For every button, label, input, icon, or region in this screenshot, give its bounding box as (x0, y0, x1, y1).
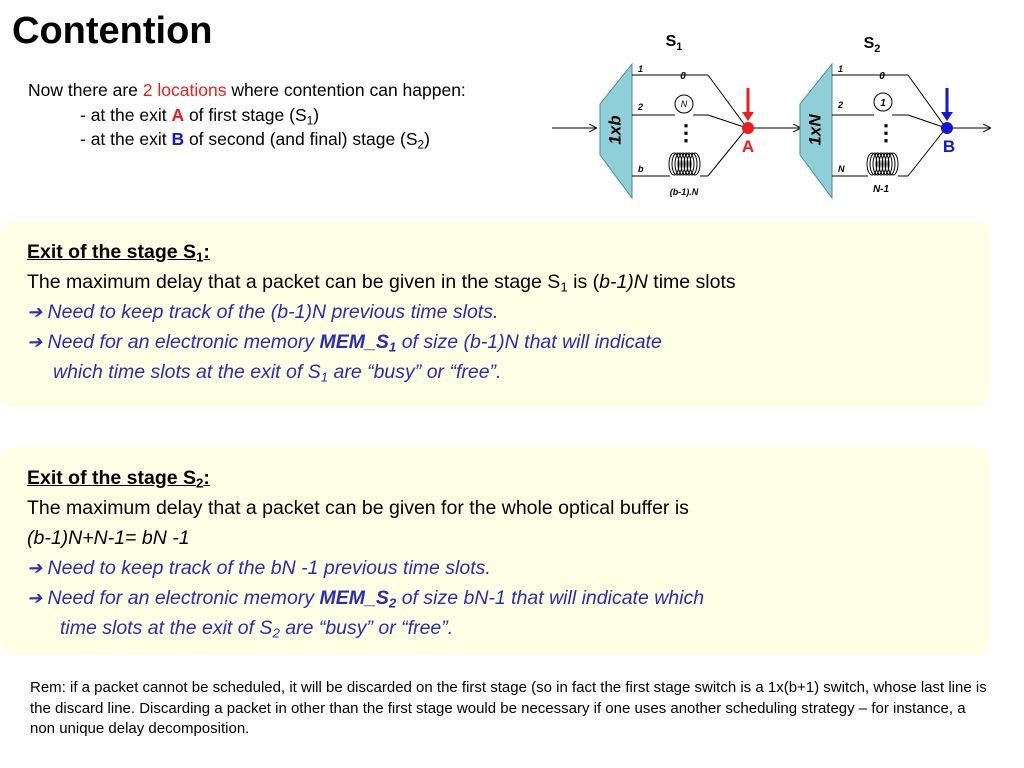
stage-2-line-label-n: N (838, 164, 845, 174)
mem-s2-sub: 2 (388, 595, 397, 611)
exit-b-end: ) (424, 129, 430, 149)
stage-1-merge-mid (708, 115, 747, 128)
stage-1-delay-0-label: 0 (680, 71, 686, 82)
stage-2-merge-top (908, 75, 946, 128)
stage-1-coil-b (669, 153, 700, 175)
exit-a-sub: 1 (306, 112, 314, 127)
intro-text (28, 78, 466, 152)
intro-line-3 (28, 127, 466, 152)
arrow-icon: ➔ (27, 332, 43, 352)
box1-line3-post: of size (b-1)N that will indicate (396, 331, 662, 353)
box2-line4-post: of size bN-1 that will indicate which (396, 587, 705, 609)
exit-b-mid: of second (and final) stage (S (184, 129, 418, 149)
box2-line-3 (27, 553, 704, 583)
box1-heading-sub: 1 (196, 249, 204, 265)
box2-line4-pre: Need for an electronic memory (42, 587, 320, 609)
exit-a-label: A (741, 137, 755, 156)
stage-2-coil-n (867, 153, 898, 175)
stage-1-switch-label: 1xb (605, 115, 625, 145)
box1-line-2 (27, 297, 736, 327)
exit-b-label: B (942, 137, 956, 156)
box1-line1-pre: The maximum delay that a packet can be given in the stage S (27, 271, 561, 293)
box1-heading-colon: : (203, 241, 210, 263)
exit-b-sub: 2 (417, 137, 425, 152)
box2-heading-sub: 2 (196, 475, 204, 491)
box2-line5-pre: time slots at the exit of S (60, 617, 273, 639)
exit-b-point (941, 122, 953, 134)
box1-line1-mid: is ( (567, 271, 600, 293)
box2-line5-post: are “busy” or “free”. (279, 617, 454, 639)
box2-line3-text: Need to keep track of the bN -1 previous time slots. (42, 557, 491, 579)
stage-1-delay-b-label: (b-1).N (669, 187, 699, 197)
box2-line5-sub: 2 (272, 625, 280, 641)
box2-line-1: The maximum delay that a packet can be given for the whole optical buffer is (27, 497, 689, 519)
stage-1-merge-top (708, 75, 747, 128)
stage-1-coil-n-label: N (680, 99, 688, 109)
stage-1-line-label-b: b (638, 164, 644, 174)
exit-a-arrowhead (742, 112, 754, 121)
box1-line1-post: time slots (647, 271, 736, 293)
box1-line1-sub: 1 (560, 279, 568, 295)
remark-text: Rem: if a packet cannot be scheduled, it will be discarded on the first stage (so in fact the first stage switch is a 1x(b+1) switch, whose last line is the discard line. Discarding a packet in other than the first stage would be necessary if one uses another scheduling strategy – for instance, a non unique delay decomposition. (30, 679, 987, 737)
stage-2-dots: ⋮ (875, 120, 897, 145)
mem-s1-sub: 1 (388, 339, 397, 355)
stage-2-merge-mid (908, 115, 946, 128)
stage-1-dots: ⋮ (675, 120, 697, 145)
exit-a-point (742, 122, 754, 134)
box1-line4-post: are “busy” or “free”. (328, 361, 502, 383)
exit-a-pre: - at the exit (80, 104, 172, 125)
exit-a-end: ) (313, 104, 320, 125)
stage-1 (552, 33, 754, 198)
box2-heading-text: Exit of the stage S (27, 467, 197, 489)
stage-2 (800, 35, 990, 198)
exit-a-mid: of first stage (S (184, 104, 307, 125)
intro-line-1 (28, 78, 466, 103)
stage-2-coil-1-label: 1 (880, 98, 886, 109)
stage-1-label: $S_1$ (665, 33, 683, 53)
box2-line-5 (27, 613, 704, 643)
box1-line3-pre: Need for an electronic memory (42, 331, 320, 353)
arrow-icon: ➔ (27, 558, 43, 578)
box1-line-1 (27, 267, 736, 297)
box2-heading (27, 463, 704, 493)
mem-s2-label: MEM_S (319, 587, 389, 609)
exit-a-letter: A (171, 104, 185, 125)
stage-1-line-label-1: 1 (638, 64, 644, 74)
stage-2-delay-n-label: N-1 (872, 184, 890, 195)
stage-2-merge-bottom (908, 128, 946, 176)
box1-heading-text: Exit of the stage S (27, 241, 197, 263)
stage-1-exit-box (0, 221, 990, 407)
slide-title: Contention (12, 10, 213, 52)
box1-line4-sub: 1 (320, 369, 329, 385)
stage-2-exit-box (0, 447, 990, 655)
box2-line-2: (b-1)N+N-1= bN -1 (27, 527, 190, 549)
stage-2-delay-0-label: 0 (879, 71, 885, 82)
exit-b-arrowhead (941, 112, 953, 121)
box1-line4-pre: which time slots at the exit of S (53, 361, 321, 383)
stage-2-line-label-1: 1 (838, 64, 844, 74)
stage-2-line-label-2: 2 (838, 100, 844, 110)
stage-2-label: $S_2$ (863, 35, 881, 55)
stage-2-switch-label: 1xN (805, 114, 825, 146)
exit-b-letter: B (171, 129, 185, 149)
box2-line-4 (27, 583, 704, 613)
locations-highlight: 2 locations (142, 80, 227, 100)
intro-text-post: where contention can happen: (226, 80, 466, 100)
mem-s1-label: MEM_S (319, 331, 389, 353)
box1-line-4 (27, 357, 736, 387)
stage-1-line-label-2: 2 (638, 102, 644, 112)
box1-line1-italic: b-1)N (599, 271, 648, 293)
intro-text-pre: Now there are (28, 80, 143, 100)
box1-line2-text: Need to keep track of the (b-1)N previous time slots. (42, 301, 499, 323)
box2-heading-colon: : (203, 467, 210, 489)
intro-line-2 (28, 103, 466, 128)
box1-line-3 (27, 327, 736, 357)
arrow-icon: ➔ (27, 302, 43, 322)
box1-heading (27, 237, 736, 267)
buffer-diagram (550, 28, 1000, 208)
exit-b-pre: - at the exit (80, 129, 172, 149)
arrow-icon: ➔ (27, 588, 43, 608)
